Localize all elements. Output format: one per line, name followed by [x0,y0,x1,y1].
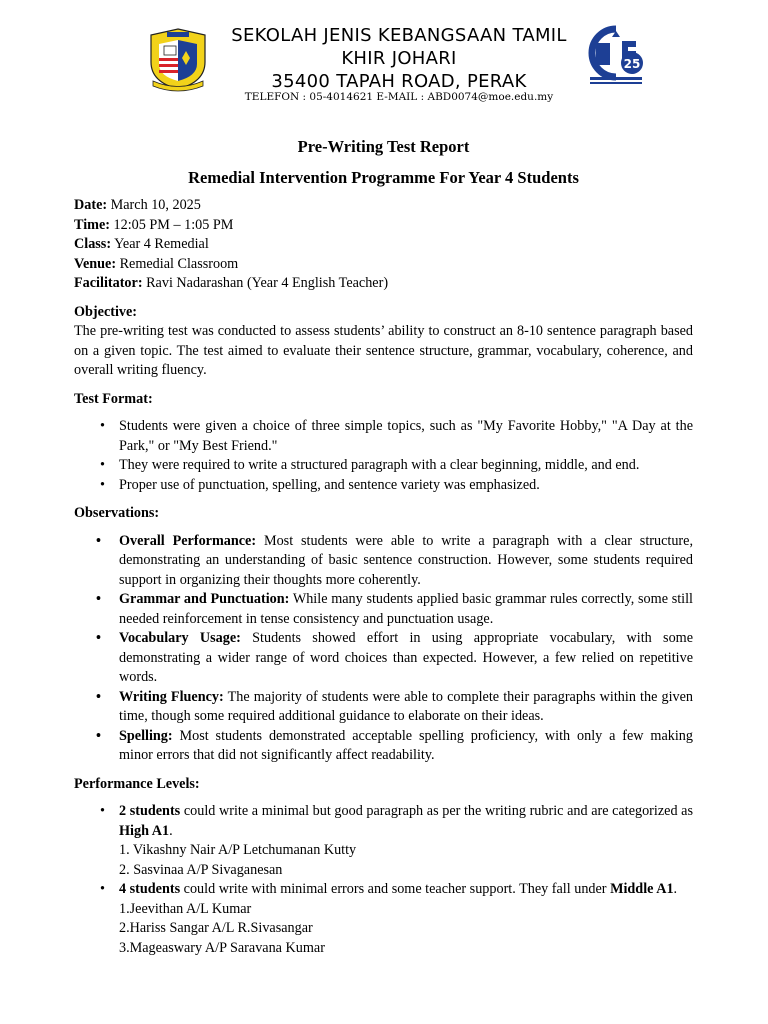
test-format-list [74,417,693,495]
report-details [74,196,693,294]
detail-date: Date: March 10, 2025 [74,197,201,213]
test-format-heading: Test Format: [74,390,153,407]
list-item: • Writing Fluency: The majority of students were able to complete their paragraphs within the given time, though some required additional guidance to elaborate on their ideas. [74,688,693,727]
report-subtitle: Remedial Intervention Programme For Year 4 Students [188,168,579,187]
student-name: 1. Vikashny Nair A/P Letchumanan Kutty [119,842,357,858]
objective-heading: Objective: [74,303,138,320]
list-item: • Students were given a choice of three simple topics, such as "My Favorite Hobby," "A Day at the Park," or "My Best Friend." [74,417,693,456]
observations-heading: Observations: [74,505,160,521]
school-name-line-2: KHIR JOHARI [341,48,457,69]
performance-list [74,802,693,958]
list-item: • Spelling: Most students demonstrated acceptable spelling proficiency, with only a few making minor errors that did not significantly affect readability. [74,727,693,766]
school-crest-icon [145,26,211,92]
school-address: 35400 TAPAH ROAD, PERAK [271,71,527,92]
detail-class: Class: Year 4 Remedial [74,236,209,252]
school-name-line-1: SEKOLAH JENIS KEBANGSAAN TAMIL [231,25,567,46]
student-name: 1.Jeevithan A/L Kumar [119,900,252,917]
anniversary-logo-icon [586,25,646,85]
report-title: Pre-Writing Test Report [297,137,470,156]
objective-text: The pre-writing test was conducted to assess students’ ability to construct an 8-10 sentence paragraph based on a given topic. The test aimed to evaluate their sentence structure, grammar, vocabulary, coherence, and overall writing fluency. [74,323,693,378]
detail-time: Time: 12:05 PM – 1:05 PM [74,216,234,233]
school-name [214,24,584,93]
contact-line: TELEFON : 05-4014621 E-MAIL : ABD0074@moe.edu.my [244,91,554,103]
list-item: • Proper use of punctuation, spelling, and sentence variety was emphasized. [74,476,693,496]
student-name: 3.Mageaswary A/P Saravana Kumar [119,939,325,956]
list-item: • Vocabulary Usage: Students showed effort in using appropriate vocabulary, with some demonstrating a wider range of word choices than expected. However, a few relied on repetitive words. [74,629,693,688]
detail-venue: Venue: Remedial Classroom [74,255,239,272]
observations-list [74,532,693,766]
student-name: 2.Hariss Sangar A/L R.Sivasangar [119,920,313,936]
list-item: • Overall Performance: Most students were able to write a paragraph with a clear structure, demonstrating an understanding of basic sentence construction. However, some students required support in organizing their thoughts more coherently. [74,532,693,591]
student-name: 2. Sasvinaa A/P Sivaganesan [119,861,283,878]
detail-facilitator: Facilitator: Ravi Nadarashan (Year 4 English Teacher) [74,275,389,291]
list-item: • Grammar and Punctuation: While many students applied basic grammar rules correctly, some still needed reinforcement in tense consistency and punctuation usage. [74,590,693,629]
anniversary-number: 25 [623,57,641,71]
report-body [74,136,693,958]
list-item: • They were required to write a structured paragraph with a clear beginning, middle, and end. [74,456,693,476]
list-item: • 4 students could write with minimal errors and some teacher support. They fall under Middle A1. 1.Jeevithan A/L Kumar 2.Hariss Sangar A/L R.Sivasangar 3.Mageaswary A/P Saravana Kumar [74,880,693,958]
performance-heading: Performance Levels: [74,775,200,792]
list-item: • 2 students could write a minimal but good paragraph as per the writing rubric and are categorized as High A1. 1. Vikashny Nair A/P Letchumanan Kutty 2. Sasvinaa A/P Sivaganesan [74,802,693,880]
letterhead [0,22,768,112]
